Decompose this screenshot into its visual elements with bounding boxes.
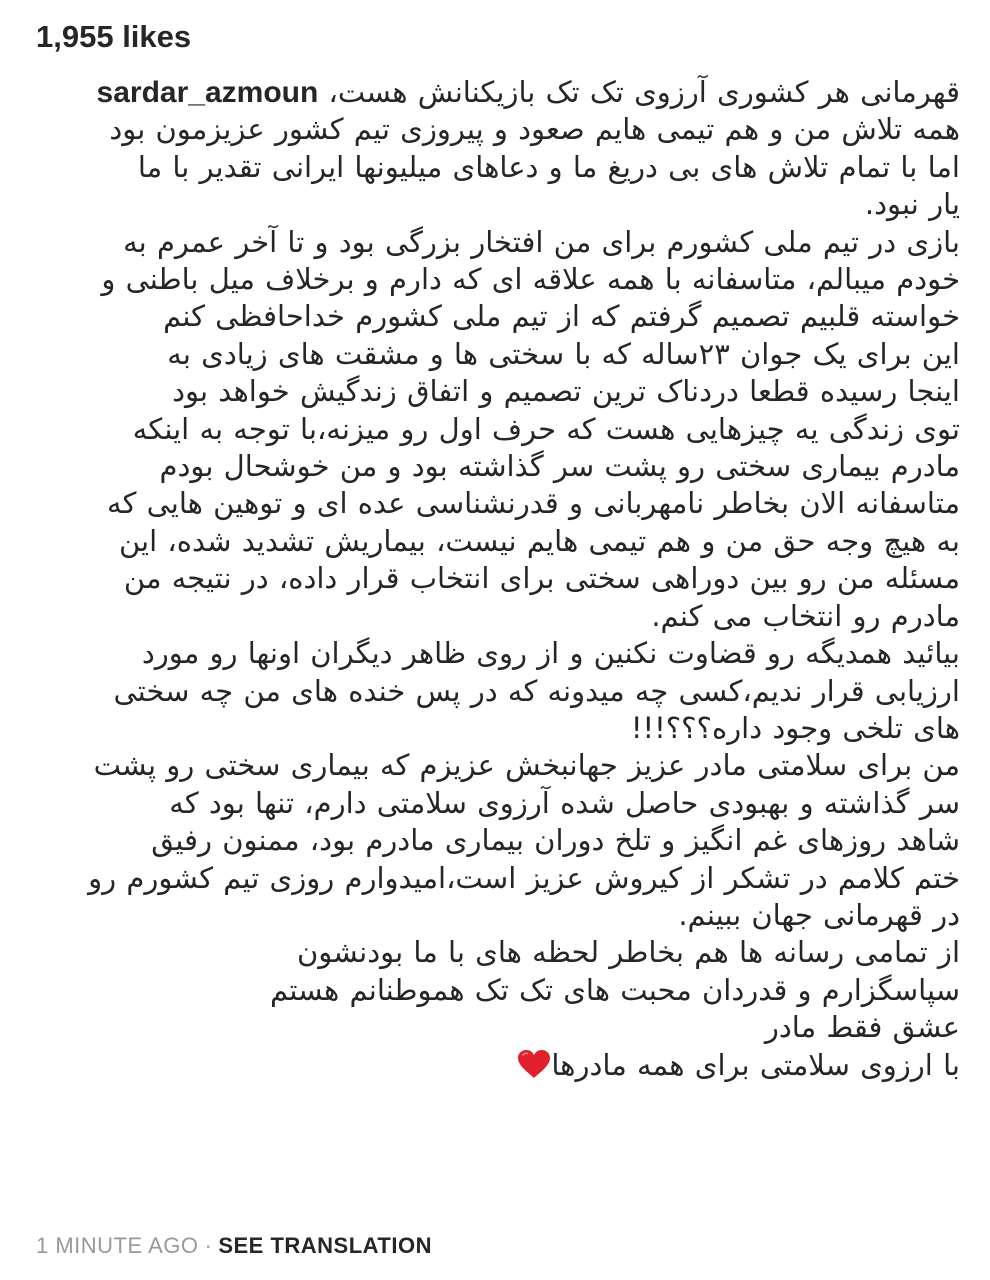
- caption-line: همه تلاش من و هم تیمی هایم صعود و پیروزی تیم کشور عزیزمون بود: [109, 112, 960, 147]
- caption-line: شاهد روزهای غم انگیز و تلخ دوران بیماری مادرم بود، ممنون رفیق: [151, 823, 960, 858]
- caption-line: اینجا رسیده قطعا دردناک ترین تصمیم و اتفاق زندگیش خواهد بود: [172, 374, 960, 409]
- meta-separator: ·: [204, 1233, 213, 1258]
- caption-line: مادرم بیماری سختی رو پشت سر گذاشته بود و من خوشحال بودم: [159, 449, 960, 484]
- caption-line: [34, 74, 960, 111]
- see-translation-button[interactable]: SEE TRANSLATION: [218, 1233, 432, 1258]
- caption-line: مسئله من رو بین دوراهی سختی برای انتخاب قرار داده، در نتیجه من: [123, 561, 960, 596]
- caption-line: مادرم رو انتخاب می کنم.: [651, 598, 960, 633]
- like-count[interactable]: 1,955 likes: [36, 19, 192, 54]
- caption-line: سپاسگزارم و قدردان محبت های تک تک هموطنانم هستم: [270, 972, 960, 1007]
- caption-line-text: قهرمانی هر کشوری آرزوی تک تک بازیکنانش هست،: [328, 75, 960, 109]
- caption-line: های تلخی وجود داره؟؟؟!!!: [630, 710, 960, 745]
- caption-line: متاسفانه الان بخاطر نامهربانی و قدرنشناسی عده ای و توهین هایی که: [107, 486, 960, 521]
- caption-line: توی زندگی یه چیزهایی هست که حرف اول رو میزنه،با توجه به اینکه: [132, 411, 960, 446]
- caption-line: ختم کلامم در تشکر از کیروش عزیز است،امیدوارم روزی تیم کشورم رو: [88, 860, 960, 895]
- caption-line: من برای سلامتی مادر عزیز جهانبخش عزیزم که بیماری سختی رو پشت: [93, 748, 960, 783]
- caption-line-text: با ارزوی سلامتی برای همه مادرها: [551, 1047, 960, 1082]
- post-caption: [34, 74, 960, 1084]
- caption-line: خواسته قلبیم تصمیم گرفتم که از تیم ملی کشورم خداحافظی کنم: [163, 299, 960, 334]
- post-meta: [36, 1232, 432, 1260]
- post-timestamp: 1 MINUTE AGO: [36, 1233, 199, 1258]
- username-link[interactable]: sardar_azmoun: [96, 76, 319, 109]
- caption-line: اما با تمام تلاش های بی دریغ ما و دعاهای میلیونها ایرانی تقدیر با ما: [137, 149, 960, 184]
- caption-line: در قهرمانی جهان ببینم.: [678, 897, 960, 932]
- caption-line: سر گذاشته و بهبودی حاصل شده آرزوی سلامتی دارم، تنها بود که: [169, 785, 960, 820]
- red-heart-icon: [517, 1049, 551, 1079]
- caption-line: ارزیابی قرار ندیم،کسی چه میدونه که در پس خنده های من چه سختی: [113, 673, 960, 708]
- caption-line: از تمامی رسانه ها هم بخاطر لحظه های با ما بودنشون: [297, 935, 960, 970]
- caption-line: [34, 1047, 960, 1084]
- caption-line: بازی در تیم ملی کشورم برای من افتخار بزرگی بود و تا آخر عمرم به: [123, 224, 960, 259]
- caption-line: عشق فقط مادر: [764, 1010, 960, 1045]
- caption-line: بیائید همدیگه رو قضاوت نکنین و از روی ظاهر دیگران اونها رو مورد: [141, 636, 960, 671]
- caption-line: یار نبود.: [864, 187, 960, 222]
- caption-line: این برای یک جوان ۲۳ساله که با سختی ها و مشقت های زیادی به: [167, 336, 960, 371]
- caption-line: به هیچ وجه حق من و هم تیمی هایم نیست، بیماریش تشدید شده، این: [118, 523, 960, 558]
- caption-line: خودم میبالم، متاسفانه با همه علاقه ای که دارم و برخلاف میل باطنی و: [101, 262, 960, 297]
- caption-text: [34, 74, 960, 1084]
